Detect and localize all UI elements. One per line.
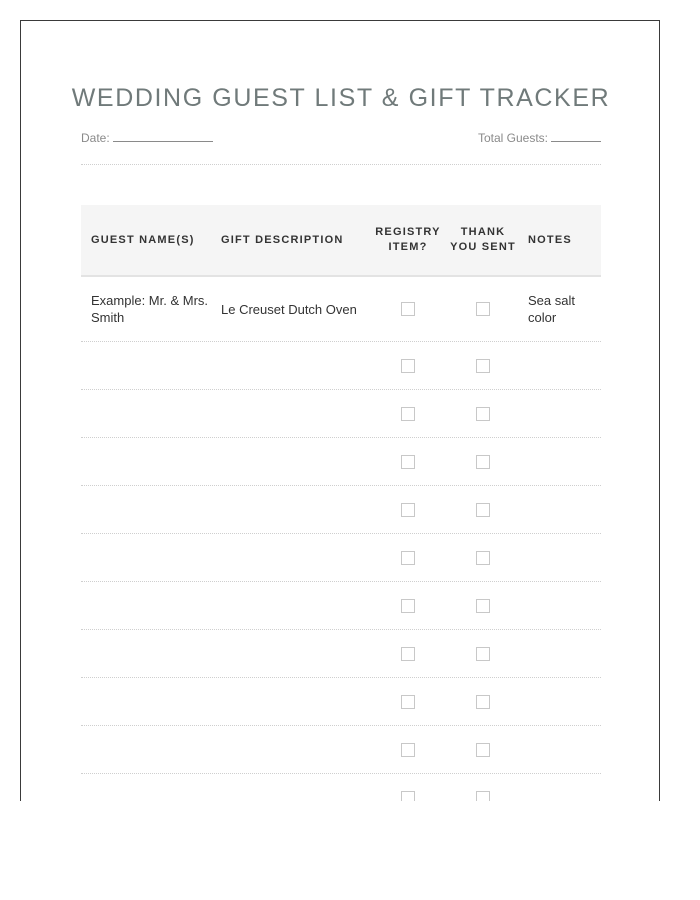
notes-cell[interactable]	[528, 390, 598, 437]
guest-name-cell[interactable]	[91, 630, 211, 677]
thank-you-sent-checkbox[interactable]	[476, 359, 490, 373]
table-row	[81, 486, 601, 534]
registry-item-checkbox[interactable]	[401, 743, 415, 757]
example-notes[interactable]: Sea salt color	[528, 293, 575, 325]
registry-item-cell	[373, 486, 443, 533]
example-registry-cell	[373, 277, 443, 341]
table-row	[81, 438, 601, 486]
example-thank-you-cell	[448, 277, 518, 341]
guest-name-cell[interactable]	[91, 678, 211, 725]
gift-description-cell[interactable]	[221, 486, 366, 533]
registry-item-cell	[373, 534, 443, 581]
thank-you-sent-cell	[448, 390, 518, 437]
thank-you-sent-cell	[448, 630, 518, 677]
guest-name-cell[interactable]	[91, 438, 211, 485]
notes-cell[interactable]	[528, 774, 598, 801]
total-guests-blank-line[interactable]	[551, 130, 601, 142]
registry-item-checkbox[interactable]	[401, 695, 415, 709]
table-header	[81, 205, 601, 277]
thank-you-sent-cell	[448, 534, 518, 581]
thank-you-sent-checkbox[interactable]	[476, 743, 490, 757]
meta-row	[81, 130, 601, 146]
header-gift-description: GIFT DESCRIPTION	[221, 233, 344, 246]
date-blank-line[interactable]	[113, 130, 213, 142]
registry-item-cell	[373, 678, 443, 725]
thank-you-sent-cell	[448, 486, 518, 533]
example-gift-description[interactable]: Le Creuset Dutch Oven	[221, 301, 357, 317]
guest-name-cell[interactable]	[91, 486, 211, 533]
guest-name-cell[interactable]	[91, 774, 211, 801]
notes-cell[interactable]	[528, 534, 598, 581]
registry-item-checkbox[interactable]	[401, 503, 415, 517]
total-guests-field[interactable]	[478, 130, 601, 145]
header-guest-names: GUEST NAME(S)	[91, 233, 195, 246]
notes-cell[interactable]	[528, 438, 598, 485]
table-row	[81, 342, 601, 390]
notes-cell[interactable]	[528, 582, 598, 629]
header-thank-you-sent: THANK YOU SENT	[450, 226, 516, 253]
registry-item-cell	[373, 582, 443, 629]
guest-name-cell[interactable]	[91, 390, 211, 437]
gift-description-cell[interactable]	[221, 342, 366, 389]
date-field[interactable]	[81, 130, 213, 145]
registry-item-cell	[373, 726, 443, 773]
thank-you-sent-checkbox[interactable]	[476, 407, 490, 421]
table-row	[81, 630, 601, 678]
gift-description-cell[interactable]	[221, 582, 366, 629]
thank-you-sent-checkbox[interactable]	[476, 302, 490, 316]
gift-description-cell[interactable]	[221, 630, 366, 677]
notes-cell[interactable]	[528, 630, 598, 677]
date-label: Date:	[81, 131, 110, 145]
blank-rows	[81, 342, 601, 801]
notes-cell[interactable]	[528, 678, 598, 725]
gift-description-cell[interactable]	[221, 678, 366, 725]
thank-you-sent-checkbox[interactable]	[476, 647, 490, 661]
guest-gift-table	[81, 205, 601, 801]
registry-item-checkbox[interactable]	[401, 302, 415, 316]
table-row	[81, 582, 601, 630]
header-registry-item: REGISTRY ITEM?	[375, 226, 441, 253]
table-row	[81, 534, 601, 582]
example-guest-name[interactable]: Example: Mr. & Mrs. Smith	[91, 293, 209, 325]
gift-description-cell[interactable]	[221, 438, 366, 485]
guest-name-cell[interactable]	[91, 726, 211, 773]
thank-you-sent-checkbox[interactable]	[476, 695, 490, 709]
gift-description-cell[interactable]	[221, 726, 366, 773]
thank-you-sent-cell	[448, 774, 518, 801]
table-row	[81, 390, 601, 438]
table-row	[81, 774, 601, 801]
table-row-example	[81, 277, 601, 342]
guest-name-cell[interactable]	[91, 582, 211, 629]
guest-name-cell[interactable]	[91, 342, 211, 389]
registry-item-checkbox[interactable]	[401, 359, 415, 373]
thank-you-sent-checkbox[interactable]	[476, 455, 490, 469]
notes-cell[interactable]	[528, 342, 598, 389]
thank-you-sent-checkbox[interactable]	[476, 599, 490, 613]
thank-you-sent-cell	[448, 582, 518, 629]
registry-item-cell	[373, 438, 443, 485]
registry-item-checkbox[interactable]	[401, 407, 415, 421]
thank-you-sent-cell	[448, 438, 518, 485]
thank-you-sent-checkbox[interactable]	[476, 503, 490, 517]
guest-name-cell[interactable]	[91, 534, 211, 581]
registry-item-checkbox[interactable]	[401, 455, 415, 469]
thank-you-sent-cell	[448, 678, 518, 725]
registry-item-cell	[373, 630, 443, 677]
tracker-page	[20, 20, 660, 801]
registry-item-cell	[373, 774, 443, 801]
header-divider	[81, 164, 601, 165]
page-title: WEDDING GUEST LIST & GIFT TRACKER	[71, 84, 611, 112]
gift-description-cell[interactable]	[221, 390, 366, 437]
gift-description-cell[interactable]	[221, 774, 366, 801]
registry-item-checkbox[interactable]	[401, 551, 415, 565]
notes-cell[interactable]	[528, 726, 598, 773]
registry-item-checkbox[interactable]	[401, 791, 415, 802]
thank-you-sent-checkbox[interactable]	[476, 791, 490, 802]
registry-item-checkbox[interactable]	[401, 647, 415, 661]
registry-item-checkbox[interactable]	[401, 599, 415, 613]
table-row	[81, 726, 601, 774]
thank-you-sent-checkbox[interactable]	[476, 551, 490, 565]
total-guests-label: Total Guests:	[477, 131, 548, 145]
thank-you-sent-cell	[448, 342, 518, 389]
thank-you-sent-cell	[448, 726, 518, 773]
table-row	[81, 678, 601, 726]
gift-description-cell[interactable]	[221, 534, 366, 581]
notes-cell[interactable]	[528, 486, 598, 533]
header-notes: NOTES	[528, 233, 572, 246]
registry-item-cell	[373, 390, 443, 437]
registry-item-cell	[373, 342, 443, 389]
